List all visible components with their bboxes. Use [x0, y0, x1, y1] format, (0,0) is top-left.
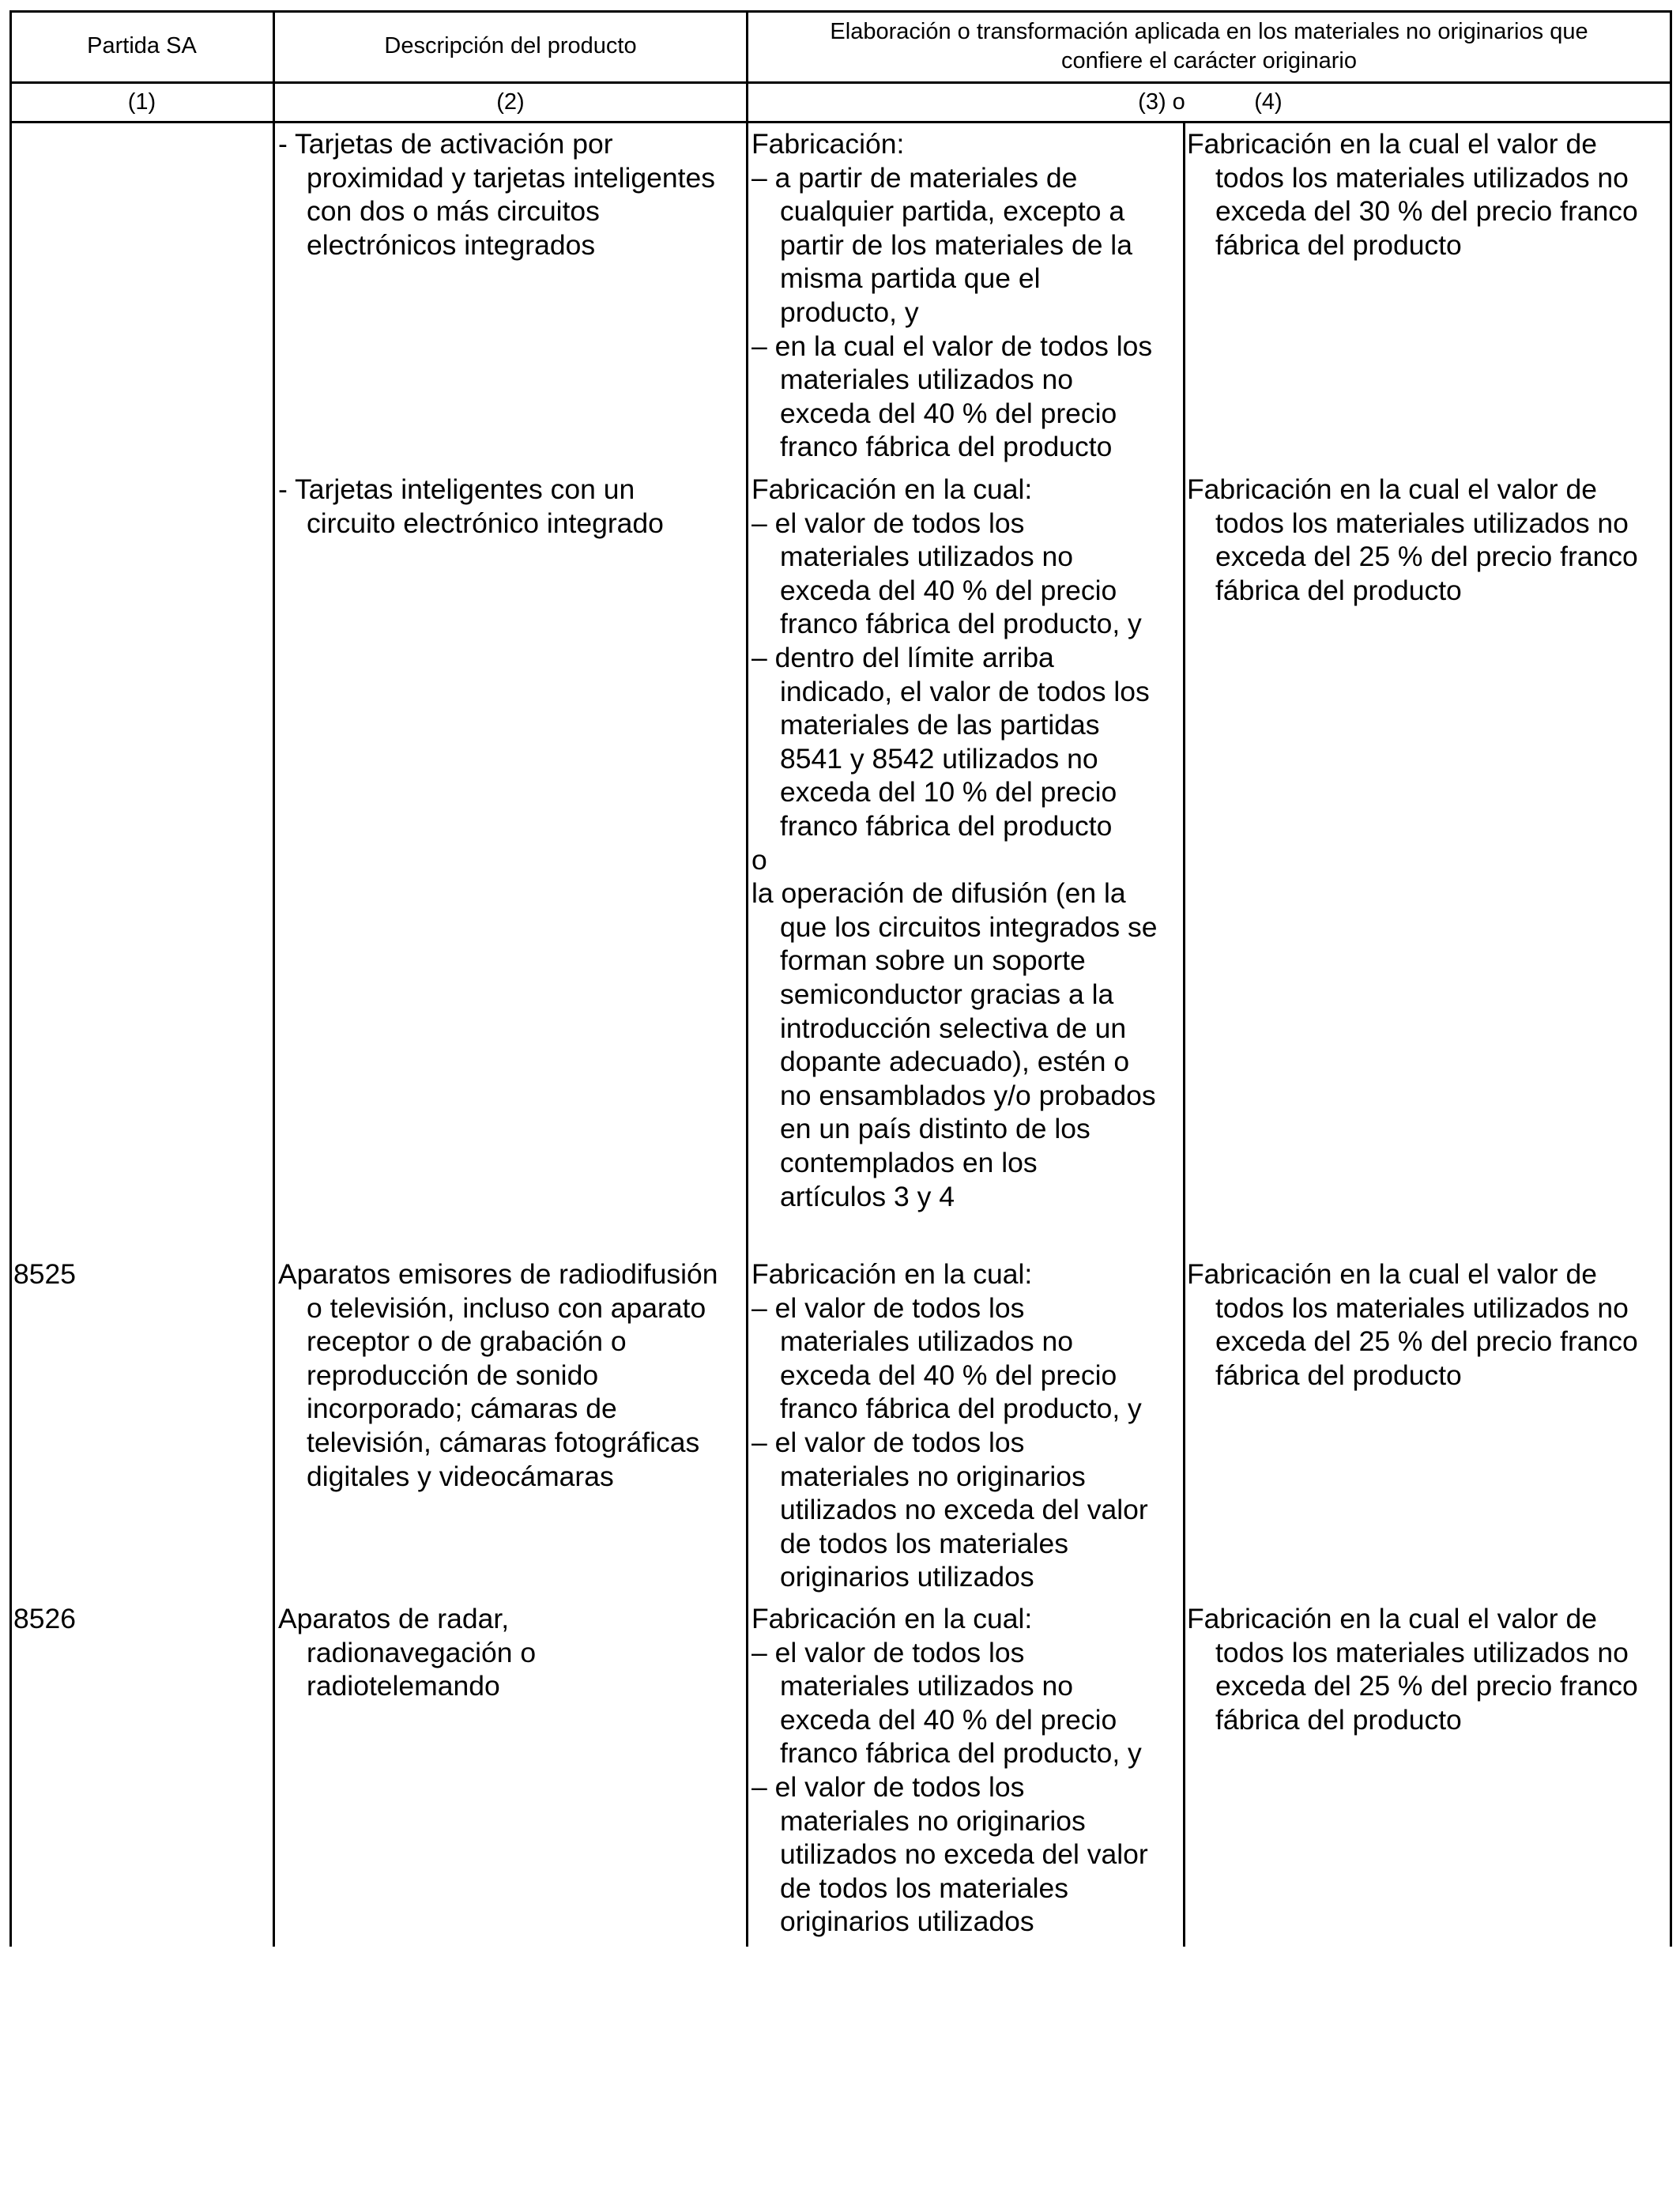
row-3-regla-3-line: exceda del 40 % del precio — [780, 1359, 1117, 1391]
row-1-regla-3-line: producto, y — [780, 296, 919, 328]
table-left-border — [9, 10, 12, 1947]
row-4-regla-3-line: utilizados no exceda del valor — [780, 1838, 1148, 1871]
row-2-regla-3-line: exceda del 10 % del precio — [780, 776, 1117, 809]
row-2-regla-4-line: todos los materiales utilizados no — [1215, 507, 1629, 539]
row-4-regla-3-line: franco fábrica del producto, y — [780, 1737, 1142, 1770]
column-number-1: (1) — [127, 89, 156, 115]
row-2-regla-3-line: o — [751, 843, 767, 876]
row-1-regla-4-line: todos los materiales utilizados no — [1215, 161, 1629, 194]
row-1-descripcion-line: con dos o más circuitos — [307, 195, 600, 228]
row-2-regla-3-line: en un país distinto de los — [780, 1113, 1090, 1145]
row-3-regla-3-line: – el valor de todos los — [751, 1427, 1025, 1458]
row-2-regla-3-line: dopante adecuado), estén o — [780, 1046, 1130, 1078]
row-3-regla-4-line: Fabricación en la cual el valor de — [1187, 1258, 1597, 1290]
row-2-regla-3-line: materiales utilizados no — [780, 541, 1073, 573]
row-3-regla-3-line: de todos los materiales — [780, 1527, 1069, 1559]
row-4-regla-4-line: exceda del 25 % del precio franco — [1215, 1670, 1638, 1702]
row-4-partida-sa-line: 8526 — [13, 1603, 76, 1634]
row-2-regla-3-line: forman sobre un soporte — [780, 944, 1086, 977]
row-3-regla-3-line: franco fábrica del producto, y — [780, 1393, 1142, 1425]
row-2-regla-3-line: que los circuitos integrados se — [780, 910, 1158, 943]
row-3-descripcion-line: Aparatos emisores de radiodifusión — [278, 1258, 718, 1290]
row-1-descripcion-line: proximidad y tarjetas inteligentes — [307, 161, 715, 194]
row-1-regla-3-line: Fabricación: — [751, 128, 905, 160]
row-2-descripcion-line: circuito electrónico integrado — [307, 507, 664, 539]
row-4-regla-4-line: Fabricación en la cual el valor de — [1187, 1603, 1597, 1634]
row-3-descripcion-line: receptor o de grabación o — [307, 1325, 627, 1358]
row-2-regla-3-line: exceda del 40 % del precio — [780, 574, 1117, 606]
row-2-regla-3-line: – dentro del límite arriba — [751, 642, 1054, 673]
row-1-regla-3-line: exceda del 40 % del precio — [780, 397, 1117, 429]
row-4-descripcion-line: radionavegación o — [307, 1636, 537, 1668]
row-4-regla-4-line: todos los materiales utilizados no — [1215, 1636, 1629, 1668]
row-1-regla-3-line: materiales utilizados no — [780, 364, 1073, 396]
row-1-regla-3-line: cualquier partida, excepto a — [780, 195, 1125, 228]
row-4-regla-3-line: de todos los materiales — [780, 1872, 1069, 1904]
row-2-regla-3-line: franco fábrica del producto, y — [780, 608, 1142, 640]
column-divider-1-2 — [273, 10, 275, 1947]
column-divider-3-4 — [1183, 121, 1185, 1947]
row-2-regla-3-line: no ensamblados y/o probados — [780, 1079, 1156, 1111]
row-1-descripcion-line: - Tarjetas de activación por — [278, 128, 613, 160]
row-4-regla-3-line: – el valor de todos los — [751, 1771, 1025, 1803]
row-1-regla-3-line: partir de los materiales de la — [780, 228, 1132, 261]
row-3-regla-3-line: materiales utilizados no — [780, 1325, 1073, 1358]
column-number-2: (2) — [496, 89, 525, 115]
row-2-regla-3-line: contemplados en los — [780, 1147, 1038, 1178]
row-1-regla-4-line: Fabricación en la cual el valor de — [1187, 128, 1597, 160]
column-numbers-bottom-border — [9, 121, 1672, 123]
row-1-regla-4-line: fábrica del producto — [1215, 228, 1462, 261]
row-2-descripcion-line: - Tarjetas inteligentes con un — [278, 473, 635, 505]
row-2-regla-3-line: 8541 y 8542 utilizados no — [780, 742, 1098, 775]
row-3-regla-3-line: utilizados no exceda del valor — [780, 1494, 1148, 1526]
row-3-descripcion-line: digitales y videocámaras — [307, 1460, 614, 1492]
row-4-regla-4-line: fábrica del producto — [1215, 1703, 1462, 1736]
row-3-regla-3-line: – el valor de todos los — [751, 1291, 1025, 1324]
row-2-regla-3-line: indicado, el valor de todos los — [780, 675, 1150, 707]
row-2-regla-3-line: franco fábrica del producto — [780, 810, 1113, 842]
row-4-descripcion-line: radiotelemando — [307, 1670, 500, 1702]
row-3-descripcion-line: reproducción de sonido — [307, 1359, 599, 1391]
row-4-regla-3-line: originarios utilizados — [780, 1906, 1034, 1938]
row-3-descripcion-line: incorporado; cámaras de — [307, 1393, 617, 1425]
column-divider-2-3 — [746, 10, 748, 1947]
row-4-regla-3-line: materiales no originarios — [780, 1804, 1086, 1837]
row-3-regla-4-line: exceda del 25 % del precio franco — [1215, 1325, 1638, 1358]
header-elaboracion-line-2: confiere el carácter originario — [1061, 48, 1357, 74]
row-3-partida-sa-line: 8525 — [13, 1258, 76, 1290]
row-3-regla-3-line: originarios utilizados — [780, 1561, 1034, 1593]
row-1-regla-3-line: – en la cual el valor de todos los — [751, 330, 1153, 362]
row-2-regla-3-line: – el valor de todos los — [751, 507, 1025, 539]
row-3-regla-3-line: materiales no originarios — [780, 1460, 1086, 1492]
row-2-regla-3-line: introducción selectiva de un — [780, 1012, 1127, 1044]
row-2-regla-4-line: fábrica del producto — [1215, 574, 1462, 606]
header-elaboracion-line-1: Elaboración o transformación aplicada en los materiales no originarios que — [830, 19, 1588, 44]
row-3-regla-4-line: fábrica del producto — [1215, 1359, 1462, 1391]
row-3-descripcion-line: o televisión, incluso con aparato — [307, 1291, 706, 1324]
table-right-border — [1670, 10, 1672, 1947]
row-2-regla-3-line: materiales de las partidas — [780, 709, 1100, 741]
row-3-descripcion-line: televisión, cámaras fotográficas — [307, 1427, 700, 1458]
row-1-regla-4-line: exceda del 30 % del precio franco — [1215, 195, 1638, 228]
row-2-regla-3-line: Fabricación en la cual: — [751, 473, 1033, 505]
row-4-regla-3-line: – el valor de todos los — [751, 1636, 1025, 1668]
column-number-3: (3) o — [1138, 89, 1185, 115]
row-1-regla-3-line: misma partida que el — [780, 262, 1041, 295]
header-bottom-border — [9, 81, 1672, 84]
column-number-4: (4) — [1254, 89, 1283, 115]
row-1-descripcion-line: electrónicos integrados — [307, 228, 596, 261]
row-4-regla-3-line: materiales utilizados no — [780, 1670, 1073, 1702]
row-2-regla-4-line: Fabricación en la cual el valor de — [1187, 473, 1597, 505]
row-2-regla-3-line: semiconductor gracias a la — [780, 978, 1114, 1010]
row-1-regla-3-line: – a partir de materiales de — [751, 161, 1078, 194]
row-2-regla-4-line: exceda del 25 % del precio franco — [1215, 541, 1638, 573]
row-4-regla-3-line: Fabricación en la cual: — [751, 1603, 1033, 1634]
table-top-border — [9, 10, 1672, 13]
row-4-descripcion-line: Aparatos de radar, — [278, 1603, 510, 1634]
row-4-regla-3-line: exceda del 40 % del precio — [780, 1703, 1117, 1736]
row-2-regla-3-line: la operación de difusión (en la — [751, 877, 1126, 910]
row-1-regla-3-line: franco fábrica del producto — [780, 431, 1113, 463]
row-3-regla-3-line: Fabricación en la cual: — [751, 1258, 1033, 1290]
header-partida-sa: Partida SA — [87, 33, 197, 58]
header-descripcion-producto: Descripción del producto — [384, 33, 637, 58]
row-2-regla-3-line: artículos 3 y 4 — [780, 1180, 955, 1212]
row-3-regla-4-line: todos los materiales utilizados no — [1215, 1291, 1629, 1324]
